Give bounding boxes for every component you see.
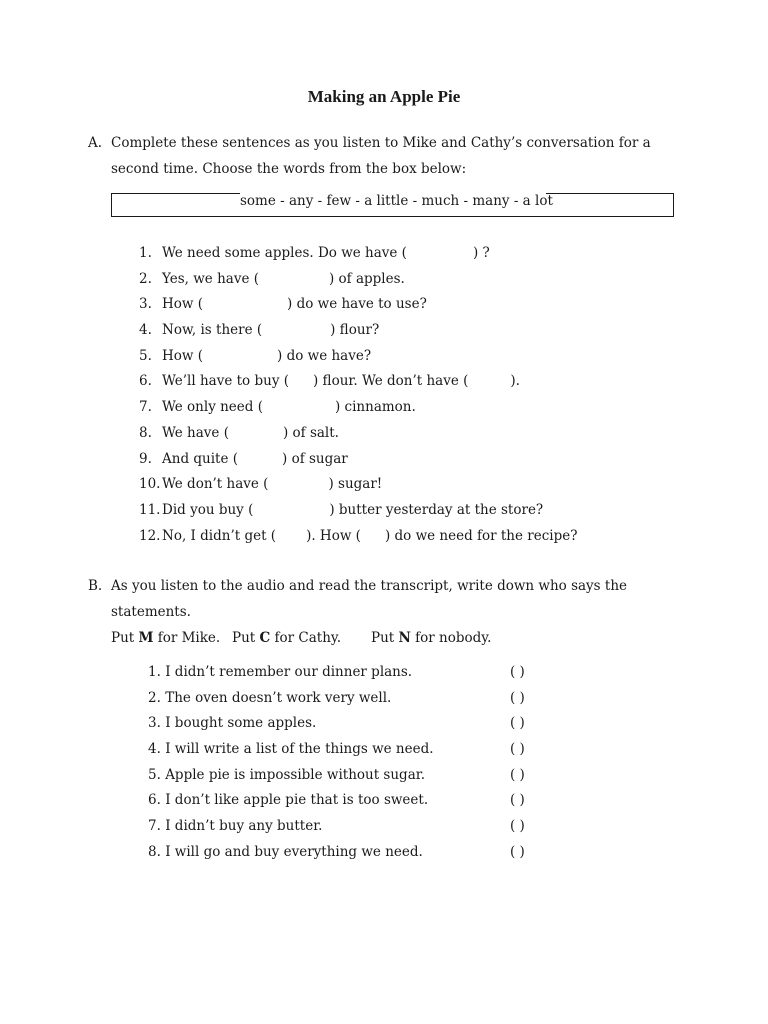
sentence-number: 6. [139, 373, 152, 390]
speaker-answer-blank[interactable]: ( ) [510, 792, 525, 809]
section-a-letter: A. [88, 135, 103, 151]
sentence-text [162, 423, 339, 449]
sentence-number: 8. [139, 424, 152, 441]
sentence-part: ) of salt. [282, 424, 339, 441]
speaker-answer-blank[interactable]: ( ) [510, 843, 525, 860]
sentence-text [162, 371, 520, 397]
statement-text: I don’t like apple pie that is too sweet. [165, 792, 429, 809]
sentence-text [162, 526, 577, 552]
speaker-answer-blank[interactable]: ( ) [510, 766, 525, 783]
sentence-item [139, 526, 577, 552]
section-b-instruction-line1: As you listen to the audio and read the transcript, write down who says the [111, 578, 628, 594]
speaker-answer-blank[interactable]: ( ) [510, 741, 525, 758]
statement-text: I will write a list of the things we need. [165, 741, 434, 758]
sentence-item [139, 371, 577, 397]
statement-item [148, 662, 568, 688]
statement-item [148, 739, 568, 765]
code-nobody [371, 630, 491, 646]
statement-number: 7. [148, 818, 161, 835]
page-title: Making an Apple Pie [307, 87, 461, 106]
statement-text: I didn’t buy any butter. [165, 818, 323, 835]
sentence-number: 11. [139, 501, 161, 518]
sentence-part: ) ? [472, 245, 490, 261]
speaker-answer-blank[interactable]: ( ) [510, 664, 525, 680]
statement-number: 8. [148, 843, 161, 860]
sentence-number: 7. [139, 399, 152, 416]
code-cathy [232, 630, 341, 646]
sentence-part: How ( [162, 347, 204, 364]
statement-item [148, 790, 568, 816]
code-mike [111, 630, 220, 646]
sentence-item [139, 500, 577, 526]
word-box-text: some - any - few - a little - much - many - a lot [240, 193, 553, 209]
code-cathy-letter: C [259, 630, 271, 646]
sentence-text [162, 269, 405, 295]
statement-item [148, 713, 568, 739]
section-a-list [139, 243, 577, 551]
sentence-part: We’ll have to buy ( [162, 373, 289, 390]
speaker-answer-blank[interactable]: ( ) [510, 818, 525, 835]
code-mike-post: for Mike. [153, 630, 221, 646]
sentence-item [139, 397, 577, 423]
sentence-text [162, 474, 382, 500]
sentence-text [162, 500, 543, 526]
sentence-number: 4. [139, 322, 152, 339]
sentence-part: ). How ( [306, 527, 361, 544]
code-mike-pre: Put [111, 630, 139, 646]
section-b-list [148, 662, 568, 868]
sentence-part: Yes, we have ( [162, 270, 259, 287]
statement-number: 6. [148, 792, 161, 809]
statement-text: The oven doesn’t work very well. [165, 689, 392, 706]
statement-number: 1. [148, 664, 161, 680]
sentence-part: We only need ( [162, 399, 263, 416]
sentence-item [139, 269, 577, 295]
sentence-item [139, 346, 577, 372]
section-b-letter: B. [88, 578, 103, 594]
sentence-text [162, 449, 348, 475]
statement-number: 3. [148, 715, 161, 732]
section-b-instruction-line2: statements. [111, 604, 191, 620]
statement-item [148, 842, 568, 868]
statement-number: 5. [148, 766, 161, 783]
sentence-part: ) butter yesterday at the store? [329, 501, 544, 518]
sentence-item [139, 449, 577, 475]
sentence-number: 5. [139, 347, 152, 364]
sentence-part: ) of apples. [329, 270, 405, 287]
sentence-item [139, 294, 577, 320]
sentence-number: 10. [139, 476, 161, 493]
sentence-text [162, 346, 371, 372]
code-mike-letter: M [138, 630, 154, 646]
statement-text: I didn’t remember our dinner plans. [165, 664, 413, 680]
sentence-item [139, 320, 577, 346]
sentence-part: We have ( [162, 424, 229, 441]
sentence-part: ) of sugar [282, 450, 348, 467]
sentence-text [162, 397, 416, 423]
sentence-part: ) sugar! [328, 476, 383, 493]
code-nobody-post: for nobody. [410, 630, 492, 646]
sentence-part: Did you buy ( [162, 501, 254, 518]
sentence-item [139, 423, 577, 449]
code-cathy-pre: Put [232, 630, 260, 646]
sentence-item [139, 243, 577, 269]
sentence-part: ) cinnamon. [335, 399, 416, 416]
statement-number: 4. [148, 741, 161, 758]
statement-number: 2. [148, 689, 161, 706]
sentence-part: We need some apples. Do we have ( [162, 245, 407, 261]
sentence-number: 2. [139, 270, 152, 287]
sentence-part: We don’t have ( [162, 476, 269, 493]
sentence-text [162, 243, 490, 269]
sentence-part: Now, is there ( [162, 322, 263, 339]
statement-item [148, 688, 568, 714]
sentence-part: ) flour. We don’t have ( [313, 373, 469, 390]
statement-text: I will go and buy everything we need. [165, 843, 423, 860]
code-cathy-post: for Cathy. [270, 630, 342, 646]
sentence-part: ) do we have? [277, 347, 372, 364]
sentence-number: 12. [139, 527, 161, 544]
code-nobody-letter: N [398, 630, 411, 646]
speaker-answer-blank[interactable]: ( ) [510, 715, 525, 732]
sentence-part: ). [510, 373, 520, 390]
sentence-part: ) do we need for the recipe? [384, 527, 578, 544]
speaker-answer-blank[interactable]: ( ) [510, 689, 525, 706]
sentence-part: How ( [162, 296, 204, 313]
code-nobody-pre: Put [371, 630, 399, 646]
sentence-text [162, 294, 427, 320]
section-a-instruction-line1: Complete these sentences as you listen to Mike and Cathy’s conversation for a [111, 135, 651, 151]
sentence-text [162, 320, 379, 346]
statement-text: Apple pie is impossible without sugar. [165, 766, 426, 783]
sentence-number: 9. [139, 450, 152, 467]
statement-item [148, 765, 568, 791]
statement-text: I bought some apples. [165, 715, 317, 732]
sentence-part: ) flour? [330, 322, 380, 339]
sentence-number: 1. [139, 245, 152, 261]
section-a-instruction-line2: second time. Choose the words from the box below: [111, 161, 467, 177]
sentence-part: ) do we have to use? [287, 296, 427, 313]
sentence-part: And quite ( [162, 450, 239, 467]
statement-item [148, 816, 568, 842]
sentence-part: No, I didn’t get ( [162, 527, 277, 544]
sentence-item [139, 474, 577, 500]
sentence-number: 3. [139, 296, 152, 313]
